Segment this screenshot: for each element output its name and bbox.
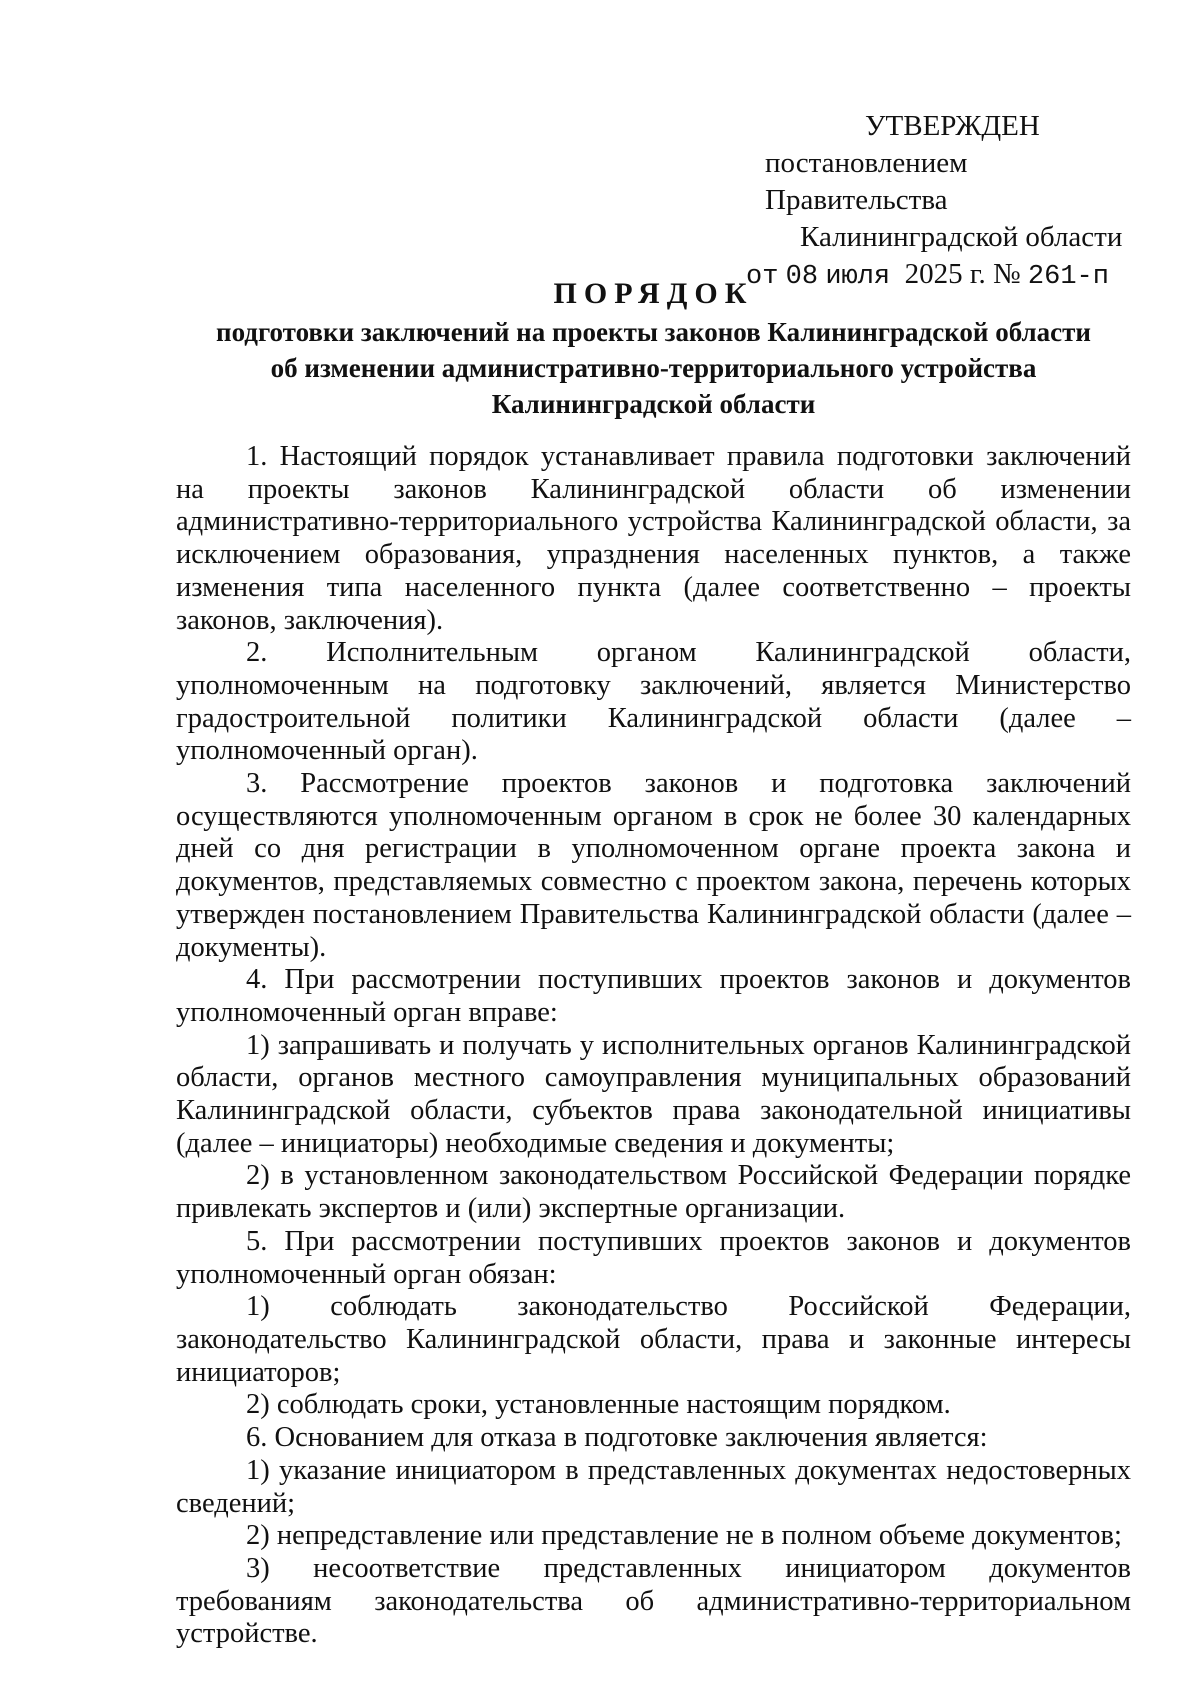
approval-region: Калининградской области [800, 221, 1123, 253]
date-year: 2025 г. [904, 258, 986, 290]
approval-stamp [720, 108, 1140, 296]
paragraph: 2) соблюдать сроки, установленные настоящим порядком. [246, 1389, 951, 1421]
number-sign: № [993, 258, 1021, 290]
paragraph: 4. При рассмотрении поступивших проектов законов и документов уполномоченный орган вправе: [176, 964, 1131, 1028]
title-subtitle-line-3: Калининградской области [491, 389, 816, 419]
paragraph: 1) запрашивать и получать у исполнительных органов Калининградской области, органов местного самоуправления муниципальных образований Калининградской области, субъектов права законодательной инициативы (далее – инициаторы) необходимые сведения и документы; [176, 1029, 1131, 1159]
approval-heading: УТВЕРЖДЕН [865, 110, 1040, 142]
paragraph: 1) соблюдать законодательство Российской Федерации, законодательство Калининградской области, права и законные интересы инициаторов; [176, 1291, 1131, 1388]
title-heading: ПОРЯДОК [553, 277, 754, 310]
paragraph: 1. Настоящий порядок устанавливает правила подготовки заключений на проекты законов Калининградской области об изменении административно-территориального устройства Калининградской области, за исключением образования, упразднения населенных пунктов, а также изменения типа населенного пункта (далее соответственно – проекты законов, заключения). [176, 441, 1131, 636]
date-day: 08 [785, 262, 819, 292]
document-title [176, 274, 1131, 422]
paragraph: 1) указание инициатором в представленных документах недостоверных сведений; [176, 1454, 1131, 1519]
approval-authority: постановлением Правительства [765, 147, 968, 216]
paragraph: 5. При рассмотрении поступивших проектов законов и документов уполномоченный орган обязан: [176, 1225, 1131, 1290]
paragraph: 6. Основанием для отказа в подготовке заключения является: [246, 1422, 988, 1454]
title-subtitle-line-1: подготовки заключений на проекты законов Калининградской области [216, 317, 1091, 347]
paragraph: 3. Рассмотрение проектов законов и подготовка заключений осуществляются уполномоченным органом в срок не более 30 календарных дней со дня регистрации в уполномоченном органе проекта закона и документов, представляемых совместно с проектом закона, перечень которых утвержден постановлением Правительства Калининградской области (далее – документы). [176, 768, 1131, 963]
date-prefix: от [746, 262, 779, 292]
paragraph: 2) непредставление или представление не в полном объеме документов; [246, 1520, 1122, 1552]
document-body [176, 441, 1131, 1651]
paragraph: 2) в установленном законодательством Российской Федерации порядке привлекать экспертов и (или) экспертные организации. [176, 1160, 1131, 1225]
title-subtitle-line-2: об изменении административно-территориального устройства [270, 353, 1037, 383]
paragraph: 2. Исполнительным органом Калининградской области, уполномоченным на подготовку заключений, является Министерство градостроительной политики Калининградской области (далее – уполномоченный орган). [176, 637, 1131, 767]
date-month: июля [825, 262, 891, 292]
paragraph: 3) несоответствие представленных инициатором документов требованиям законодательства об административно-территориальном устройстве. [176, 1552, 1131, 1650]
decree-number: 261-п [1027, 262, 1109, 292]
